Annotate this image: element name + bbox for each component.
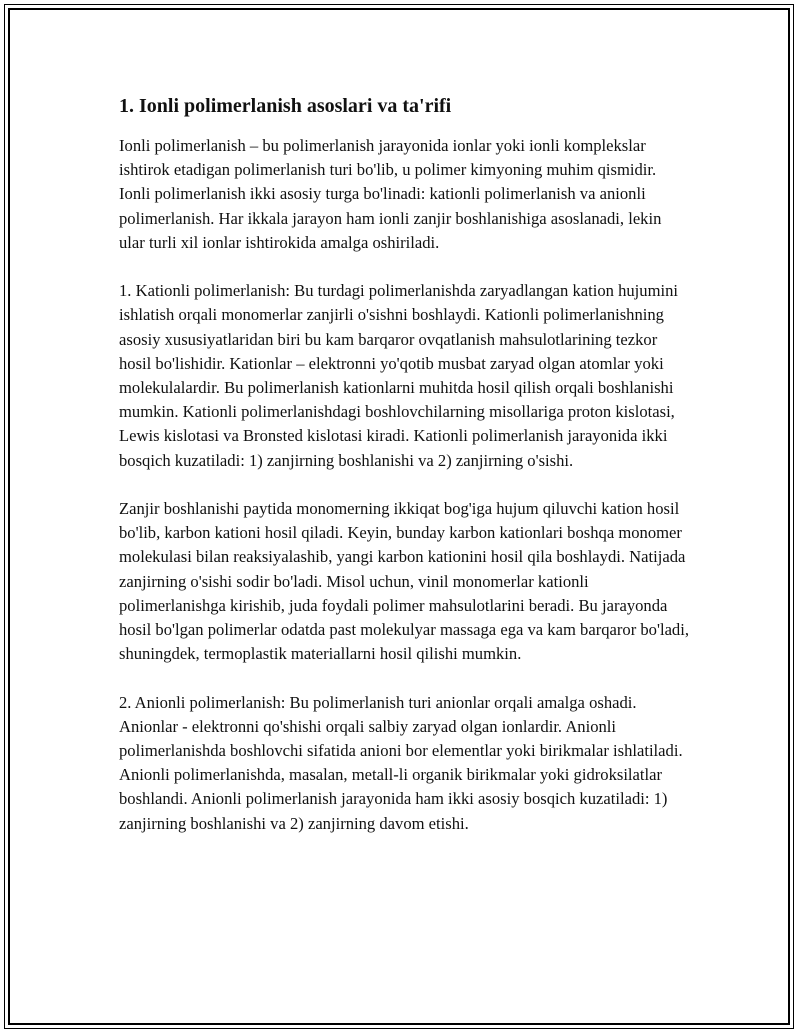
paragraph-chain-initiation: Zanjir boshlanishi paytida monomerning ikkiqat bog'iga hujum qiluvchi kation hosil bo'lib, karbon kationi hosil qiladi. Keyin, bunday karbon kationlari boshqa monomer molekulasi bilan reaksiyalashib, yangi karbon kationini hosil qila boshlaydi. Natijada zanjirning o'sishi sodir bo'ladi. Misol uchun, vinil monomerlar kationli polimerlanishga kirishib, juda foydali polimer mahsulotlarini beradi. Bu jarayonda hosil bo'lgan polimerlar odatda past molekulyar massaga ega va kam barqaror bo'ladi, shuningdek, termoplastik materiallarni hosil qilishi mumkin. (119, 499, 689, 664)
section-title: 1. Ionli polimerlanish asoslari va ta'rifi (119, 95, 452, 117)
document-body (119, 92, 689, 860)
paragraph-anionic: 2. Anionli polimerlanish: Bu polimerlanish turi anionlar orqali amalga oshadi. Anionlar - elektronni qo'shishi orqali salbiy zaryad olgan ionlardir. Anionli polimerlanishda boshlovchi sifatida anioni bor elementlar yoki birikmalar ishlatiladi. Anionli polimerlanishda, masalan, metall-li organik birikmalar yoki gidroksilatlar boshlandi. Anionli polimerlanish jarayonida ham ikki asosiy bosqich kuzatiladi: 1) zanjirning boshlanishi va 2) zanjirning davom etishi. (119, 692, 683, 833)
paragraph-cationic: 1. Kationli polimerlanish: Bu turdagi polimerlanishda zaryadlangan kation hujumini ishlatish orqali monomerlar zanjirli o'sishni boshlaydi. Kationli polimerlanishning asosiy xususiyatlaridan biri bu kam barqaror ovqatlanish mahsulotlarining tezkor hosil bo'lishidir. Kationlar – elektronni yo'qotib musbat zaryad olgan atomlar yoki molekulalardir. Bu polimerlanish kationlarni muhitda hosil qilish orqali boshlanishi mumkin. Kationli polimerlanishdagi boshlovchilarning misollariga proton kislotasi, Lewis kislotasi va Bronsted kislotasi kiradi. Kationli polimerlanish jarayonida ikki bosqich kuzatiladi: 1) zanjirning boshlanishi va 2) zanjirning o'sishi. (119, 281, 679, 470)
paragraph-intro: Ionli polimerlanish – bu polimerlanish jarayonida ionlar yoki ionli komplekslar ishtirok etadigan polimerlanish turi bo'lib, u polimer kimyoning muhim qismidir. Ionli polimerlanish ikki asosiy turga bo'linadi: kationli polimerlanish va anionli polimerlanish. Har ikkala jarayon ham ionli zanjir boshlanishiga asoslanadi, lekin ular turli xil ionlar ishtirokida amalga oshiriladi. (119, 136, 662, 252)
